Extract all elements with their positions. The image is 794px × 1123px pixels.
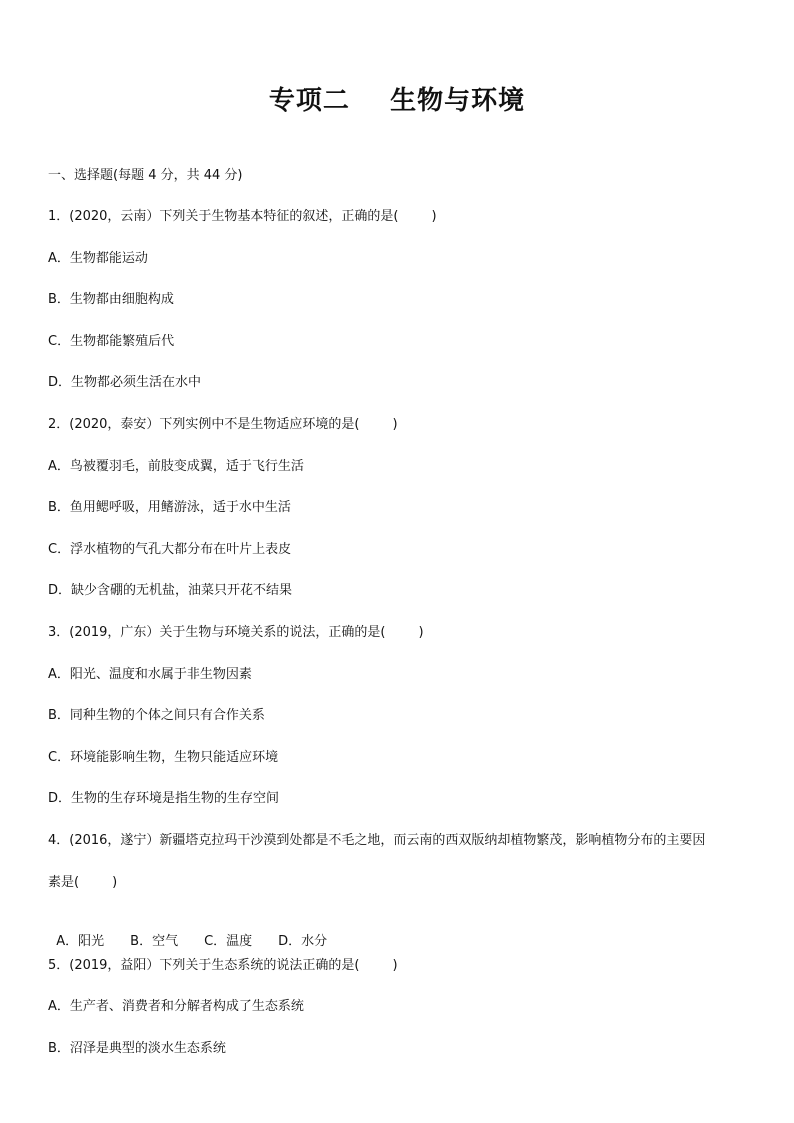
document-title: 专项二 生物与环境 bbox=[268, 86, 526, 116]
section-heading: 一、选择题(每题 4 分，共 44 分) bbox=[48, 168, 243, 183]
question-3-option-c: C．环境能影响生物，生物只能适应环境 bbox=[48, 750, 279, 765]
question-1-option-d: D．生物都必须生活在水中 bbox=[48, 375, 202, 390]
question-5-option-a: A．生产者、消费者和分解者构成了生态系统 bbox=[48, 999, 304, 1014]
question-4-option-c: C．温度 bbox=[204, 934, 253, 949]
question-2-option-c: C．浮水植物的气孔大都分布在叶片上表皮 bbox=[48, 542, 292, 557]
question-3-option-b: B．同种生物的个体之间只有合作关系 bbox=[48, 708, 265, 723]
question-2-stem: 2．(2020，泰安）下列实例中不是生物适应环境的是( ) bbox=[48, 417, 398, 432]
question-3-option-a: A．阳光、温度和水属于非生物因素 bbox=[48, 667, 252, 682]
question-4-stem-line1: 4．(2016，遂宁）新疆塔克拉玛干沙漠到处都是不毛之地，而云南的西双版纳却植物繁茂，影响植物分布的主要因 bbox=[48, 833, 706, 848]
question-1-stem: 1．(2020，云南）下列关于生物基本特征的叙述，正确的是( ) bbox=[48, 209, 437, 224]
question-3-option-d: D．生物的生存环境是指生物的生存空间 bbox=[48, 791, 280, 806]
question-4-stem-line2: 素是( ) bbox=[48, 875, 118, 890]
question-2-option-b: B．鱼用鳃呼吸，用鳍游泳，适于水中生活 bbox=[48, 500, 291, 515]
question-5-stem: 5．(2019，益阳）下列关于生态系统的说法正确的是( ) bbox=[48, 958, 398, 973]
question-2-option-a: A．鸟被覆羽毛，前肢变成翼，适于飞行生活 bbox=[48, 459, 304, 474]
question-4-option-b: B．空气 bbox=[130, 934, 179, 949]
question-1-option-b: B．生物都由细胞构成 bbox=[48, 292, 174, 307]
question-5-option-b: B．沼泽是典型的淡水生态系统 bbox=[48, 1041, 226, 1056]
question-1-option-a: A．生物都能运动 bbox=[48, 251, 148, 266]
question-4-option-a: A．阳光 bbox=[56, 934, 105, 949]
question-4-options bbox=[48, 915, 353, 951]
question-4-option-d: D．水分 bbox=[278, 934, 328, 949]
question-3-stem: 3．(2019，广东）关于生物与环境关系的说法，正确的是( ) bbox=[48, 625, 424, 640]
question-2-option-d: D．缺少含硼的无机盐，油菜只开花不结果 bbox=[48, 583, 293, 598]
question-1-option-c: C．生物都能繁殖后代 bbox=[48, 334, 175, 349]
